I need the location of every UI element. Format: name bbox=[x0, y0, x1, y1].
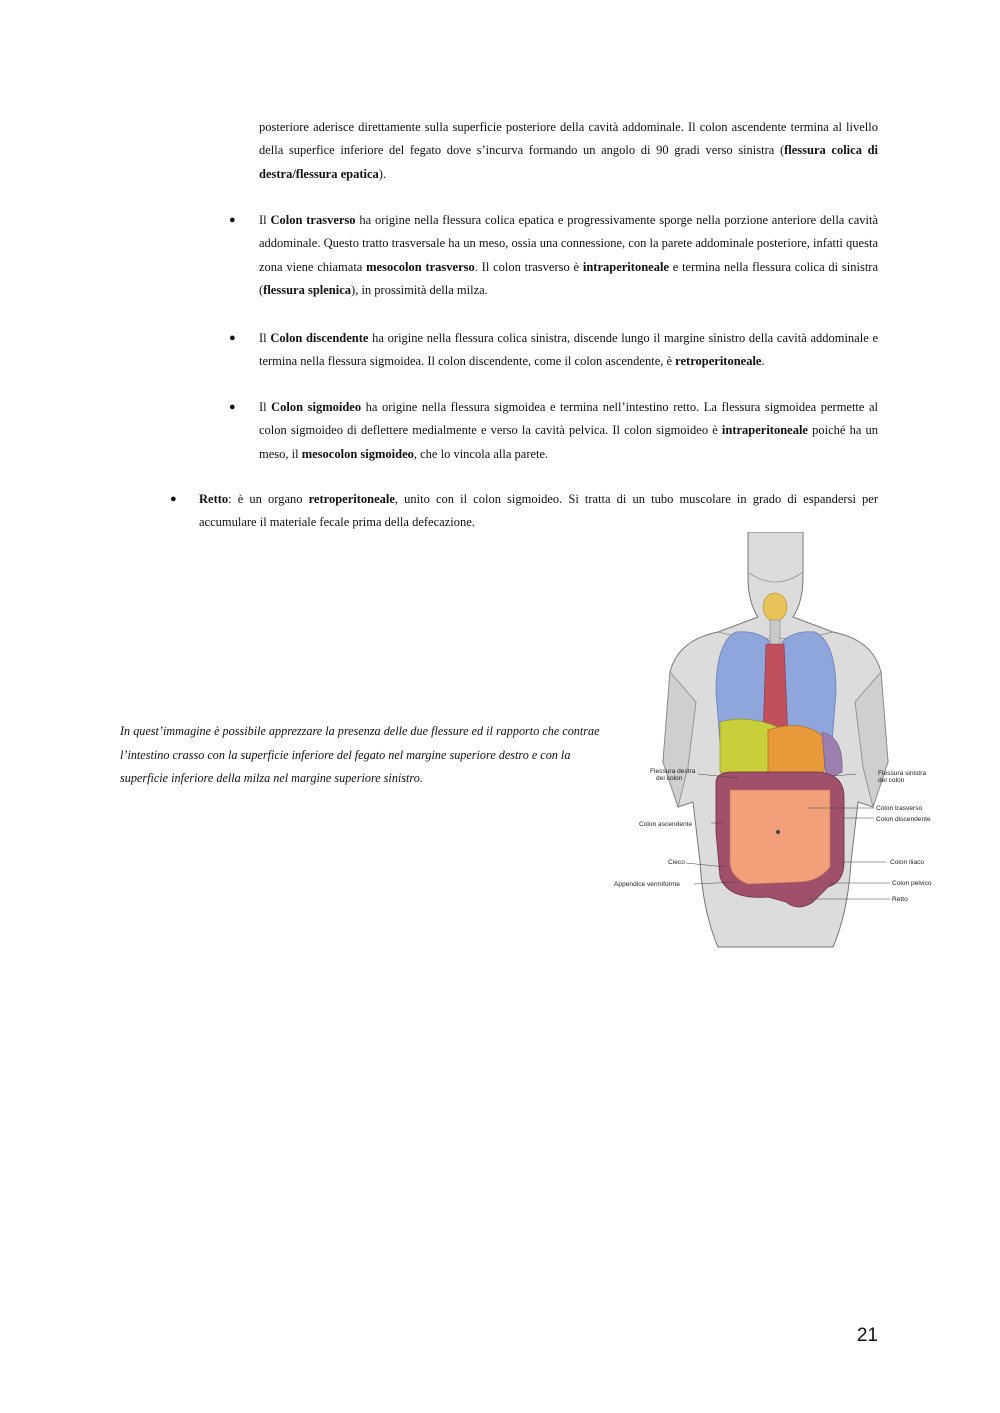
bold-term: Colon sigmoideo bbox=[271, 400, 362, 414]
paragraph-colon-ascendente-cont bbox=[259, 116, 878, 186]
bullet-icon: ● bbox=[229, 332, 236, 344]
label-flessura-destra-2: del colon bbox=[656, 775, 683, 782]
bullet-icon: ● bbox=[170, 493, 177, 505]
bullet-icon: ● bbox=[229, 214, 236, 226]
paragraph-colon-sigmoideo bbox=[259, 396, 878, 466]
bold-term: flessura splenica bbox=[263, 282, 352, 297]
text-run: ha origine nella flessura colica sinistra, discende lungo il margine sinistro della cavità addominale e termina nella flessura sigmoidea. Il colon discendente, come il colon ascendente, è bbox=[259, 331, 878, 369]
bold-term: retroperitoneale bbox=[675, 354, 762, 369]
text-run: ). bbox=[378, 166, 387, 181]
bold-term: mesocolon sigmoideo bbox=[301, 446, 414, 461]
text-run: . Il colon trasverso è bbox=[474, 259, 583, 274]
bullet-icon: ● bbox=[229, 401, 236, 413]
bold-term: intraperitoneale bbox=[721, 423, 808, 438]
navel bbox=[776, 830, 780, 834]
text-run: poiché ha un meso, il bbox=[259, 423, 878, 461]
thyroid bbox=[763, 593, 787, 621]
bold-term: mesocolon trasverso bbox=[366, 259, 475, 274]
text-run: , unito con il colon sigmoideo. Si tratta di un tubo muscolare in grado di espandersi per accumulare il materiale fecale prima della defecazione. bbox=[199, 492, 878, 530]
bold-term: Colon trasverso bbox=[270, 213, 356, 227]
paragraph-colon-trasverso bbox=[259, 209, 878, 302]
text-run: : è un organo bbox=[228, 492, 309, 506]
paragraph-retto bbox=[199, 488, 878, 535]
label-colon-ascendente: Colon ascendente bbox=[639, 821, 693, 828]
label-colon-trasverso: Colon trasverso bbox=[876, 805, 923, 812]
figure-caption: In quest’immagine è possibile apprezzare la presenza delle due flessure ed il rapporto che contrae l’intestino crasso con la superficie inferiore del fegato nel margine superiore destro e con la superficie inferiore della milza nel margine superiore sinistro. bbox=[120, 724, 600, 785]
text-run: ), in prossimità della milza. bbox=[351, 282, 488, 297]
label-colon-discendente: Colon discendente bbox=[876, 816, 931, 823]
bold-term: flessura colica di destra/flessura epatica bbox=[259, 143, 878, 181]
label-colon-pelvico: Colon pelvico bbox=[892, 880, 932, 887]
label-flessura-sinistra-1: Flessura sinistra bbox=[878, 770, 927, 777]
bold-term: Retto bbox=[199, 492, 229, 506]
page-number: 21 bbox=[856, 1325, 878, 1346]
bold-term: Colon discendente bbox=[270, 331, 369, 345]
small-intestine bbox=[730, 790, 830, 884]
text-run: e termina nella flessura colica di sinistra ( bbox=[259, 259, 879, 297]
label-flessura-destra-1: Flessura destra bbox=[650, 768, 696, 775]
text-run: Il bbox=[259, 400, 272, 414]
label-retto: Retto bbox=[892, 896, 908, 903]
text-run: , che lo vincola alla parete. bbox=[413, 446, 549, 461]
anatomy-illustration bbox=[608, 532, 943, 957]
text-run: ha origine nella flessura sigmoidea e termina nell’intestino retto. La flessura sigmoidea permette al colon sigmoideo di deflettere medialmente e verso la cavità pelvica. Il colon sigmoideo è bbox=[259, 400, 878, 438]
text-run: posteriore aderisce direttamente sulla superficie posteriore della cavità addominale. Il colon ascendente termina al livello della superfice inferiore del fegato dove s’incurva formando un angolo di 90 gradi verso sinistra ( bbox=[259, 120, 878, 158]
bold-term: retroperitoneale bbox=[308, 492, 395, 506]
paragraph-colon-discendente bbox=[259, 327, 878, 374]
text-run: Il bbox=[259, 331, 271, 345]
text-run: Il bbox=[259, 213, 271, 227]
label-cieco: Cieco bbox=[668, 859, 685, 866]
bold-term: intraperitoneale bbox=[582, 259, 669, 274]
label-colon-iliaco: Colon iliaco bbox=[890, 859, 925, 866]
label-appendice: Appendice vermiforme bbox=[614, 881, 680, 888]
label-flessura-sinistra-2: del colon bbox=[878, 777, 905, 784]
text-run: . bbox=[761, 354, 765, 369]
text-run: ha origine nella flessura colica epatica e progressivamente sporge nella porzione anteriore della cavità addominale. Questo tratto trasversale ha un meso, ossia una connessione, con la parete addominale posteriore, infatti questa zona viene chiamata bbox=[259, 213, 878, 274]
